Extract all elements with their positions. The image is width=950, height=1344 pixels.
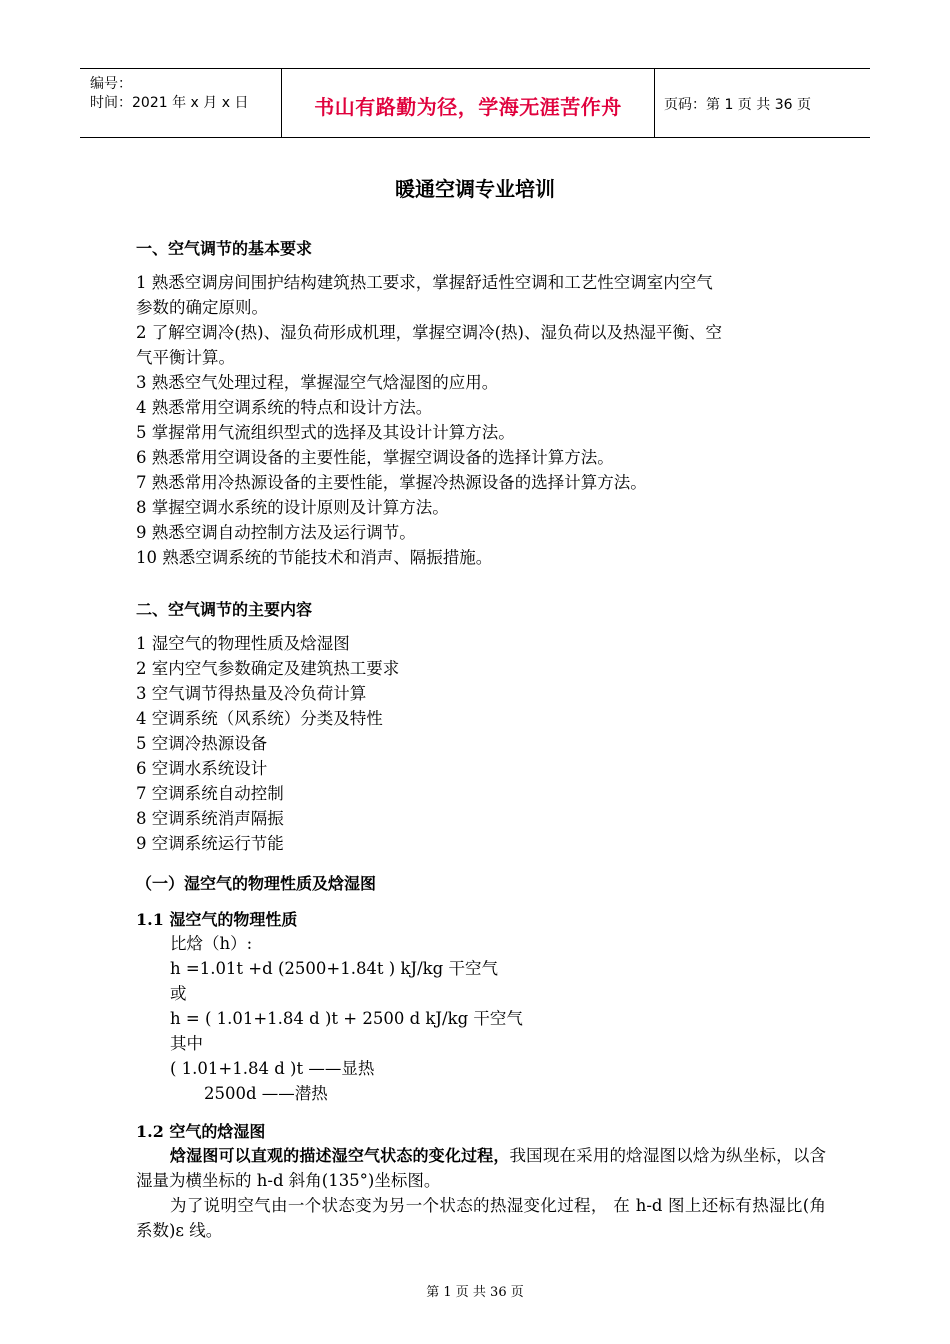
section2-line: 4 空调系统（风系统）分类及特性 [136, 709, 383, 728]
latent-heat: 2500d ——潜热 [204, 1084, 328, 1103]
section1-line: 8 掌握空调水系统的设计原则及计算方法。 [136, 498, 449, 517]
section1-line: 2 了解空调冷(热)、湿负荷形成机理，掌握空调冷(热)、湿负荷以及热湿平衡、空 [136, 323, 722, 342]
document-header [80, 68, 870, 138]
section1-line: 3 熟悉空气处理过程，掌握湿空气焓湿图的应用。 [136, 373, 499, 392]
section2-line: 8 空调系统消声隔振 [136, 809, 284, 828]
section1-line: 9 熟悉空调自动控制方法及运行调节。 [136, 523, 416, 542]
section1-line: 10 熟悉空调系统的节能技术和消声、隔振措施。 [136, 548, 493, 567]
page-footer: 第 1 页 共 36 页 [426, 1285, 524, 1300]
section1-line: 4 熟悉常用空调系统的特点和设计方法。 [136, 398, 433, 417]
formula-where: 其中 [170, 1034, 203, 1053]
section2-line: 2 室内空气参数确定及建筑热工要求 [136, 659, 400, 678]
enthalpy-formulas [136, 931, 826, 1106]
section2-heading: 二、空气调节的主要内容 [136, 600, 313, 619]
hd-chart-paragraph-1 [136, 1143, 826, 1193]
formula-2: h = ( 1.01+1.84 d )t + 2500 d kJ/kg 干空气 [170, 1009, 523, 1028]
hd-chart-paragraph-1-rest: 我国现在采用的焓湿图以焓为纵坐标，以含湿量为横坐标的 h-d 斜角(135°)坐标图。 [136, 1146, 826, 1190]
document-number: 编号： [90, 76, 132, 92]
section1-line: 气平衡计算。 [136, 348, 235, 367]
subsection-heading: （一）湿空气的物理性质及焓湿图 [136, 874, 377, 893]
section1-line: 7 熟悉常用冷热源设备的主要性能，掌握冷热源设备的选择计算方法。 [136, 473, 647, 492]
header-motto: 书山有路勤为径，学海无涯苦作舟 [314, 95, 622, 119]
sensible-heat: ( 1.01+1.84 d )t ——显热 [170, 1059, 375, 1078]
hd-chart-paragraph-1-bold: 焓湿图可以直观的描述湿空气状态的变化过程， [170, 1146, 510, 1165]
section2-line: 6 空调水系统设计 [136, 759, 268, 778]
formula-or: 或 [170, 984, 187, 1003]
section2-line: 9 空调系统运行节能 [136, 834, 284, 853]
enthalpy-label: 比焓（h）: [170, 934, 253, 953]
header-page-cell [654, 69, 870, 137]
section1-line: 6 熟悉常用空调设备的主要性能，掌握空调设备的选择计算方法。 [136, 448, 614, 467]
section1-list [136, 270, 826, 570]
section-1-1-heading: 1.1 湿空气的物理性质 [136, 910, 298, 929]
section1-line: 1 熟悉空调房间围护结构建筑热工要求，掌握舒适性空调和工艺性空调室内空气 [136, 273, 713, 292]
section1-line: 参数的确定原则。 [136, 298, 268, 317]
section-1-2-heading: 1.2 空气的焓湿图 [136, 1122, 266, 1141]
section2-line: 5 空调冷热源设备 [136, 734, 268, 753]
page-title: 暖通空调专业培训 [395, 177, 555, 201]
section2-list [136, 631, 826, 856]
document-date: 时间：2021 年 x 月 x 日 [90, 95, 249, 111]
section2-line: 7 空调系统自动控制 [136, 784, 284, 803]
formula-1: h =1.01t +d (2500+1.84t ) kJ/kg 干空气 [170, 959, 498, 978]
header-motto-cell [281, 69, 655, 137]
section2-line: 3 空气调节得热量及冷负荷计算 [136, 684, 367, 703]
section1-line: 5 掌握常用气流组织型式的选择及其设计计算方法。 [136, 423, 515, 442]
hd-chart-paragraph-2: 为了说明空气由一个状态变为另一个状态的热湿变化过程， 在 h-d 图上还标有热湿比(角系数)ε 线。 [136, 1196, 826, 1240]
section1-heading: 一、空气调节的基本要求 [136, 239, 313, 258]
section2-line: 1 湿空气的物理性质及焓湿图 [136, 634, 350, 653]
header-meta-cell [80, 69, 280, 137]
header-page-info: 页码：第 1 页 共 36 页 [664, 97, 811, 113]
